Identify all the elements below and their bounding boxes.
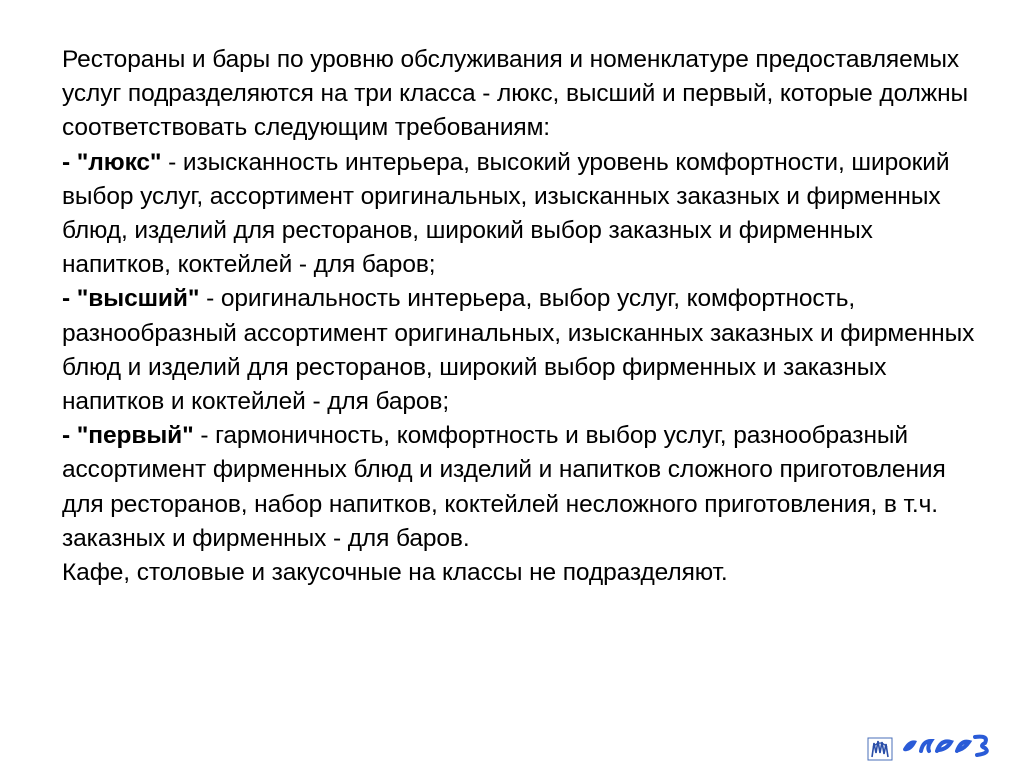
class-luxe-term: - "люкс": [62, 148, 162, 176]
class-luxe-description: - изысканность интерьера, высокий уровень комфортности, широкий выбор услуг, ассортимент оригинальных, изысканных заказных и фирменных блюд, изделий для ресторанов, широкий выбор заказных и фирменных напитков, коктейлей - для баров;: [62, 148, 950, 279]
logo-emblem-icon: [867, 729, 995, 761]
slide-body: [62, 43, 982, 590]
class-first-term: - "первый": [62, 422, 194, 450]
class-highest: [62, 282, 982, 419]
intro-paragraph: Рестораны и бары по уровню обслуживания и номенклатуре предоставляемых услуг подразделяются на три класса - люкс, высший и первый, которые должны соответствовать следующим требованиям:: [62, 46, 969, 142]
closing-paragraph: Кафе, столовые и закусочные на классы не подразделяют.: [62, 559, 728, 587]
class-first-description: - гармоничность, комфортность и выбор услуг, разнообразный ассортимент фирменных блюд и изделий и напитков сложного приготовления для ресторанов, набор напитков, коктейлей несложного приготовления, в т.ч. заказных и фирменных - для баров.: [62, 422, 946, 552]
class-highest-term: - "высший": [62, 285, 200, 313]
class-first: [62, 419, 982, 556]
class-highest-description: - оригинальность интерьера, выбор услуг, комфортность, разнообразный ассортимент оригинальных, изысканных заказных и фирменных блюд и изделий для ресторанов, широкий выбор фирменных и заказных напитков и коктейлей - для баров;: [62, 285, 975, 416]
class-luxe: [62, 146, 982, 283]
